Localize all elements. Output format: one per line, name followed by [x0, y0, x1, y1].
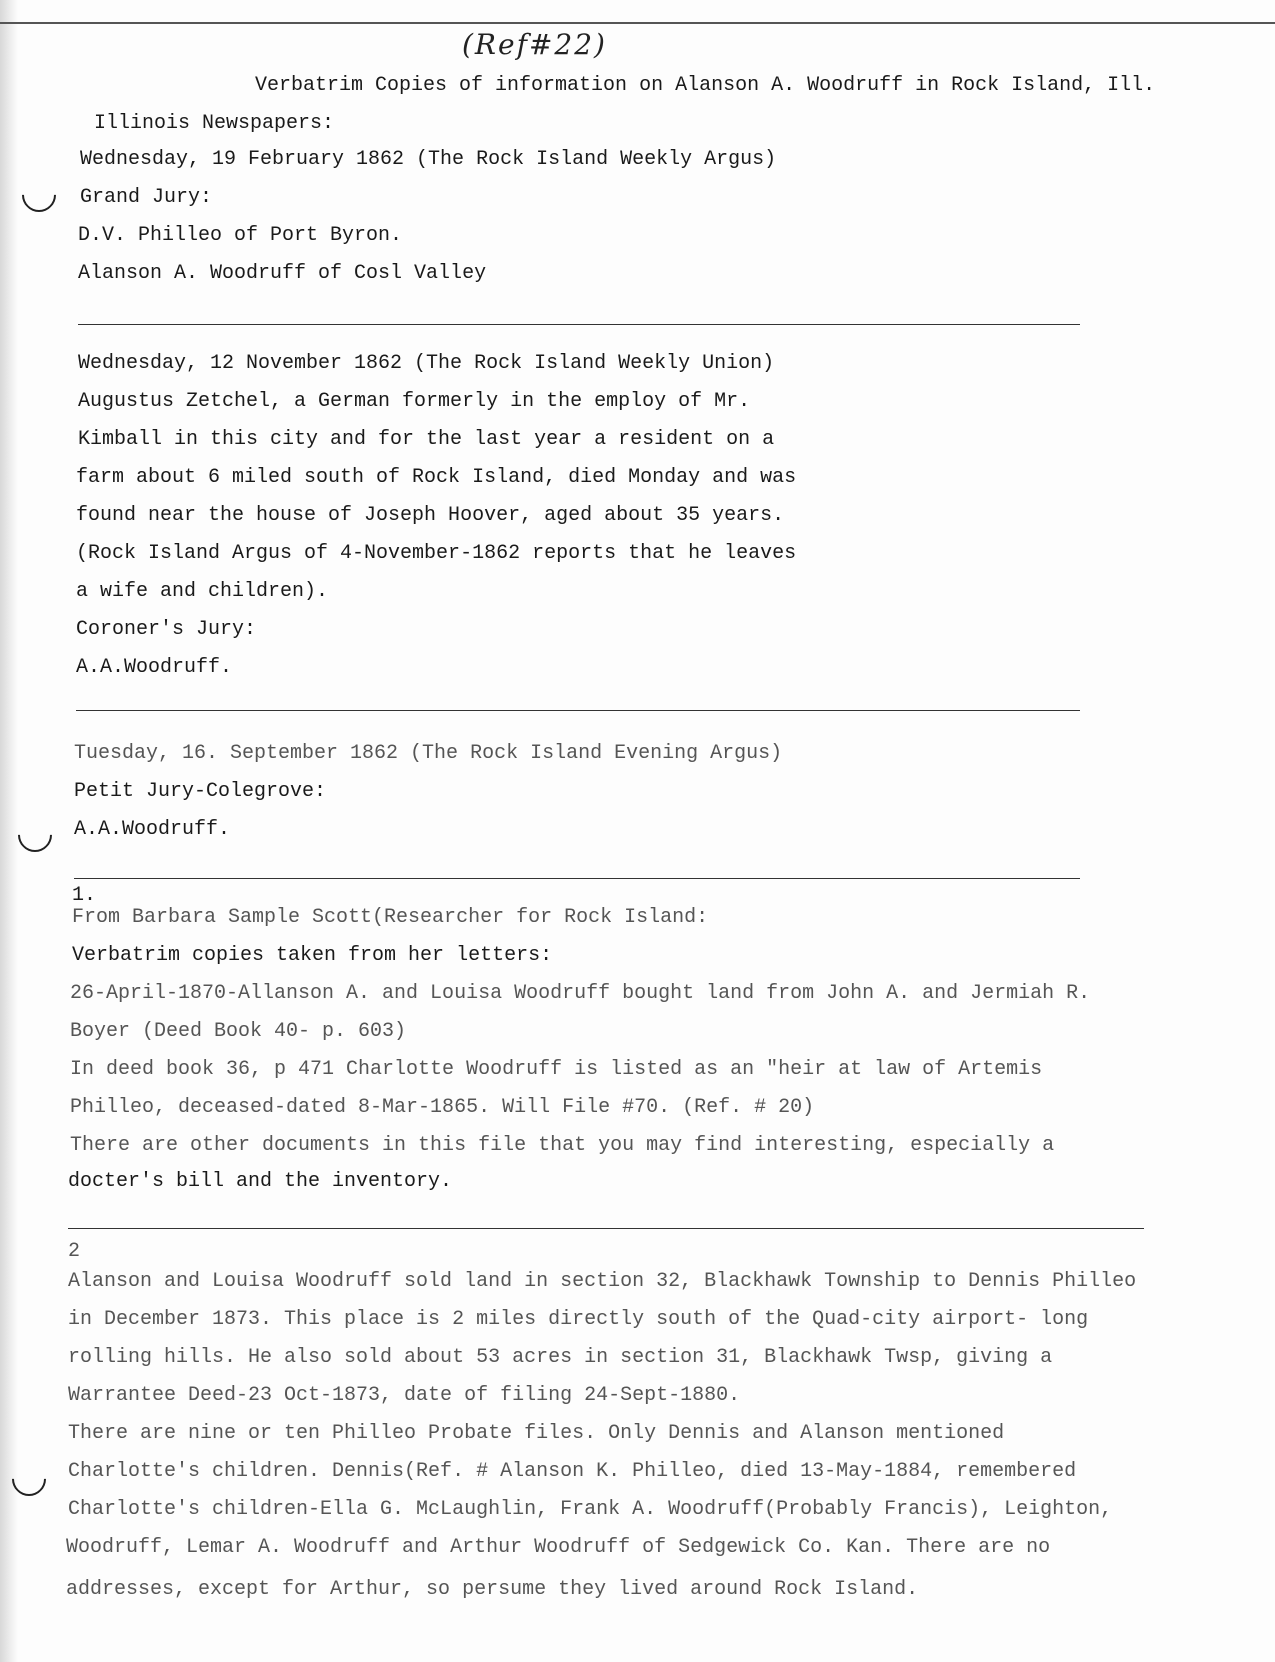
handwritten-reference: (Ref#22) — [462, 28, 607, 61]
text-line: 1. — [72, 884, 97, 907]
text-line: Grand Jury: — [80, 186, 213, 209]
text-line: Wednesday, 12 November 1862 (The Rock Island Weekly Union) — [78, 352, 775, 375]
text-line: Alanson A. Woodruff of Cosl Valley — [78, 262, 487, 285]
scan-edge-shadow — [0, 0, 18, 1662]
text-line: (Rock Island Argus of 4-November-1862 reports that he leaves — [76, 542, 797, 565]
text-line: farm about 6 miled south of Rock Island, died Monday and was — [76, 466, 797, 489]
text-line: found near the house of Joseph Hoover, aged about 35 years. — [76, 504, 785, 527]
text-line: Boyer (Deed Book 40- p. 603) — [70, 1020, 407, 1043]
top-border-line — [0, 22, 1275, 24]
text-line: Philleo, deceased-dated 8-Mar-1865. Will File #70. (Ref. # 20) — [70, 1096, 815, 1119]
text-line: There are nine or ten Philleo Probate files. Only Dennis and Alanson mentioned — [68, 1422, 1005, 1445]
text-line: Woodruff, Lemar A. Woodruff and Arthur Woodruff of Sedgewick Co. Kan. There are no — [66, 1536, 1051, 1559]
text-line: There are other documents in this file that you may find interesting, especially a — [70, 1134, 1055, 1157]
text-line: docter's bill and the inventory. — [68, 1170, 453, 1193]
text-line: in December 1873. This place is 2 miles directly south of the Quad-city airport- long — [68, 1308, 1089, 1331]
text-line: a wife and children). — [76, 580, 329, 603]
text-line: D.V. Philleo of Port Byron. — [78, 224, 403, 247]
text-line: 26-April-1870-Allanson A. and Louisa Woodruff bought land from John A. and Jermiah R. — [70, 982, 1091, 1005]
text-line: rolling hills. He also sold about 53 acres in section 31, Blackhawk Twsp, giving a — [68, 1346, 1053, 1369]
section-divider — [76, 710, 1080, 711]
text-line: A.A.Woodruff. — [76, 656, 233, 679]
text-line: Wednesday, 19 February 1862 (The Rock Island Weekly Argus) — [80, 148, 777, 171]
document-heading: Verbatrim Copies of information on Alanson A. Woodruff in Rock Island, Ill. — [255, 74, 1156, 97]
section-divider — [68, 1228, 1144, 1229]
section-divider — [74, 878, 1080, 879]
text-line: Warrantee Deed-23 Oct-1873, date of filing 24-Sept-1880. — [68, 1384, 741, 1407]
text-line: 2 — [68, 1240, 81, 1263]
text-line: Tuesday, 16. September 1862 (The Rock Island Evening Argus) — [74, 742, 783, 765]
text-line: Augustus Zetchel, a German formerly in the employ of Mr. — [78, 390, 751, 413]
text-line: In deed book 36, p 471 Charlotte Woodruff is listed as an "heir at law of Artemis — [70, 1058, 1043, 1081]
text-line: addresses, except for Arthur, so persume they lived around Rock Island. — [66, 1578, 919, 1601]
text-line: Coroner's Jury: — [76, 618, 257, 641]
text-line: Petit Jury-Colegrove: — [74, 780, 327, 803]
text-line: Charlotte's children. Dennis(Ref. # Alanson K. Philleo, died 13-May-1884, remembered — [68, 1460, 1077, 1483]
text-line: Illinois Newspapers: — [94, 112, 335, 135]
text-line: Kimball in this city and for the last year a resident on a — [78, 428, 775, 451]
binder-hole-mark — [15, 171, 63, 219]
text-line: A.A.Woodruff. — [74, 818, 231, 841]
binder-hole-mark — [11, 811, 59, 859]
text-line: Charlotte's children-Ella G. McLaughlin, Frank A. Woodruff(Probably Francis), Leighton, — [68, 1498, 1113, 1521]
text-line: From Barbara Sample Scott(Researcher for Rock Island: — [72, 906, 709, 929]
text-line: Verbatrim copies taken from her letters: — [72, 944, 553, 967]
text-line: Alanson and Louisa Woodruff sold land in section 32, Blackhawk Township to Dennis Philleo — [68, 1270, 1137, 1293]
section-divider — [78, 324, 1080, 325]
